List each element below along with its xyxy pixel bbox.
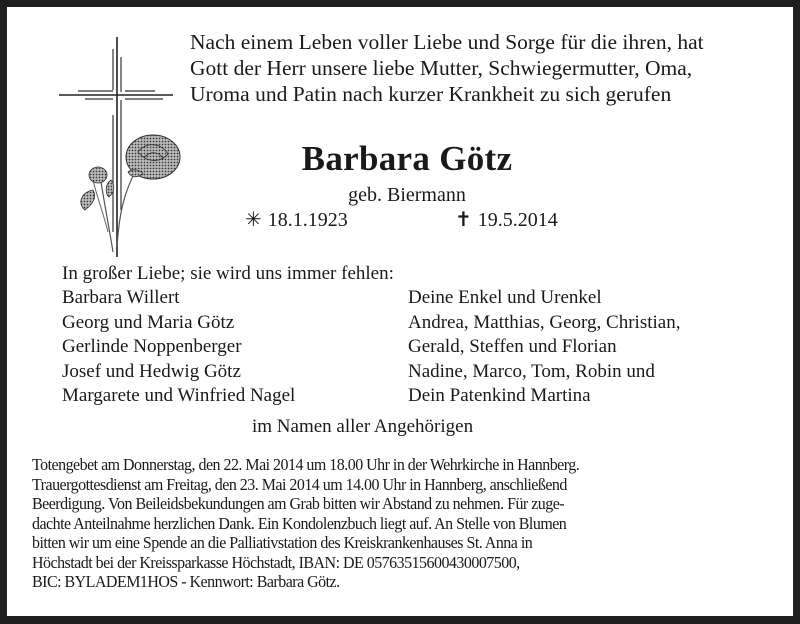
- death-date: 19.5.2014: [477, 209, 558, 231]
- obituary-card: [7, 7, 793, 616]
- mourner-item: Deine Enkel und Urenkel: [408, 287, 602, 308]
- mourners-right-list: [408, 286, 680, 409]
- mourner-item: Nadine, Marco, Tom, Robin und: [408, 360, 655, 382]
- notice-line: Beerdigung. Von Beileidsbekundungen am Grab bitten wir Abstand zu nehmen. Für zuge-: [32, 494, 565, 513]
- intro-line: Gott der Herr unsere liebe Mutter, Schwiegermutter, Oma,: [190, 56, 693, 80]
- deceased-name: Barbara Götz: [301, 139, 513, 178]
- intro-line: Uroma und Patin nach kurzer Krankheit zu sich gerufen: [190, 82, 672, 106]
- death-date-line: [455, 207, 558, 233]
- mourners-left-list: [62, 286, 295, 409]
- mourner-item: Dein Patenkind Martina: [408, 385, 591, 407]
- mourner-item: Gerald, Steffen und Florian: [408, 336, 617, 358]
- birth-name: geb. Biermann: [348, 184, 466, 206]
- love-line: In großer Liebe; sie wird uns immer fehlen:: [62, 263, 394, 284]
- death-cross-icon: ✝: [455, 209, 472, 231]
- notice-line: Trauergottesdienst am Freitag, den 23. Mai 2014 um 14.00 Uhr in Hannberg, anschließend: [32, 474, 567, 494]
- notice-line: Totengebet am Donnerstag, den 22. Mai 2014 um 18.00 Uhr in der Wehrkirche in Hannberg.: [32, 455, 580, 474]
- notice-line: dachte Anteilnahme herzlichen Dank. Ein Kondolenzbuch liegt auf. An Stelle von Blumen: [32, 513, 567, 533]
- mourner-item: Josef und Hedwig Götz: [62, 360, 241, 382]
- service-notice: [32, 455, 746, 592]
- mourner-item: Gerlinde Noppenberger: [62, 336, 242, 358]
- birth-date: 18.1.1923: [267, 209, 348, 231]
- intro-line: Nach einem Leben voller Liebe und Sorge für die ihren, hat: [190, 30, 704, 54]
- mourner-item: Barbara Willert: [62, 287, 180, 308]
- intro-text: [190, 29, 790, 107]
- on-behalf-line: im Namen aller Angehörigen: [252, 416, 474, 437]
- cross-with-rose-icon: [53, 32, 183, 257]
- birth-star-icon: ✳: [245, 209, 262, 231]
- notice-line: bitten wir um eine Spende an die Palliativstation des Kreiskrankenhauses St. Anna in: [32, 533, 533, 552]
- mourner-item: Georg und Maria Götz: [62, 311, 235, 333]
- notice-line: BIC: BYLADEM1HOS - Kennwort: Barbara Götz.: [32, 572, 340, 591]
- birth-date-line: [245, 207, 348, 233]
- mourner-item: Margarete und Winfried Nagel: [62, 385, 296, 407]
- mourner-item: Andrea, Matthias, Georg, Christian,: [408, 311, 681, 333]
- notice-line: Höchstadt bei der Kreissparkasse Höchstadt, IBAN: DE 05763515600430007500,: [32, 552, 520, 572]
